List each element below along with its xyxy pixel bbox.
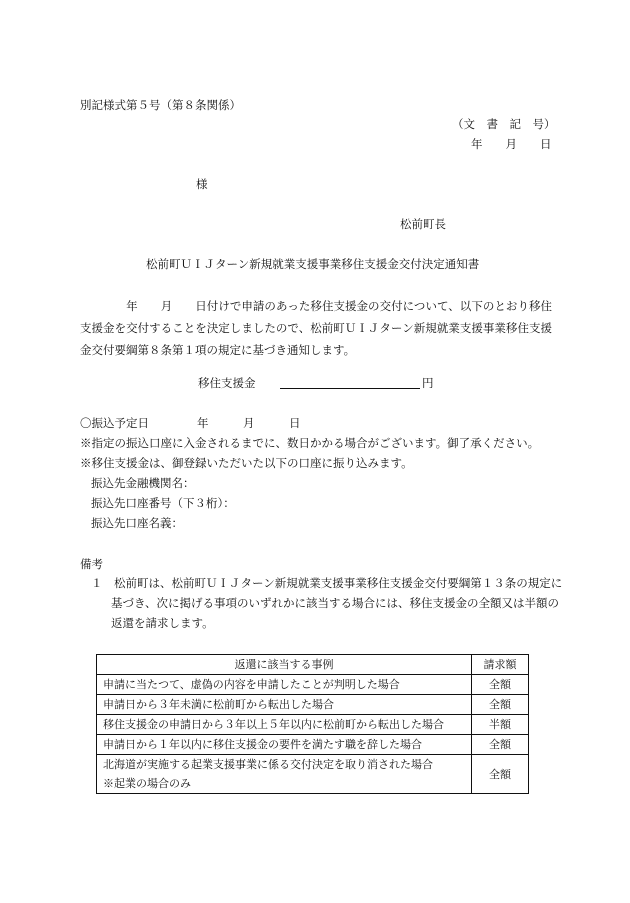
transfer-date-fields: 年 月 日 (197, 416, 301, 430)
amount-label: 移住支援金 (198, 376, 256, 390)
row-case: 移住支援金の申請日から３年以上５年以内に松前町から転出した場合 (97, 715, 472, 735)
transfer-note-2: ※移住支援金は、御登録いただいた以下の口座に振り込みます。 (80, 456, 413, 470)
transfer-date-label: 〇振込予定日 (80, 416, 149, 430)
table-row (97, 755, 529, 794)
refund-table (96, 654, 529, 794)
amount-blank (280, 376, 420, 389)
row-amount: 全額 (472, 755, 529, 794)
table-row (97, 735, 529, 755)
document-title: 松前町ＵＩＪターン新規就業支援事業移住支援金交付決定通知書 (146, 257, 480, 271)
row-amount: 全額 (472, 695, 529, 715)
remarks-item-1: １ 松前町は、松前町ＵＩＪターン新規就業支援事業移住支援金交付要綱第１３条の規定に基づき、次に掲げる事項のいずれかに該当する場合には、移住支援金の全額又は半額の返還を請求します。 (91, 576, 563, 630)
row-amount: 全額 (472, 675, 529, 695)
remarks-heading: 備考 (80, 557, 103, 571)
row-case-text: 北海道が実施する起業支援事業に係る交付決定を取り消された場合 (103, 758, 433, 771)
date-line: 年 月 日 (471, 137, 552, 151)
addressee-suffix: 様 (196, 177, 208, 191)
body-paragraph: 年 月 日付けで申請のあった移住支援金の交付について、以下のとおり移住支援金を交付することを決定しましたので、松前町ＵＩＪターン新規就業支援事業移住支援金交付要綱第８条第１項の規定に基づき通知します。 (80, 299, 552, 357)
form-header: 別記様式第５号（第８条関係） (80, 98, 241, 112)
account-number-label: 振込先口座番号（下３桁）： (91, 496, 235, 510)
row-case: 申請日から１年以内に移住支援金の要件を満たす職を辞した場合 (97, 735, 472, 755)
row-case-note: ※起業の場合のみ (103, 777, 191, 790)
amount-unit: 円 (422, 376, 434, 390)
row-case: 申請に当たつて、虚偽の内容を申請したことが判明した場合 (97, 675, 472, 695)
row-case (97, 755, 472, 794)
row-case: 申請日から３年未満に松前町から転出した場合 (97, 695, 472, 715)
account-holder-label: 振込先口座名義： (91, 516, 183, 530)
sender-name: 松前町長 (400, 217, 446, 231)
table-row (97, 715, 529, 735)
row-amount: 半額 (472, 715, 529, 735)
header-case: 返還に該当する事例 (97, 655, 472, 675)
table-row (97, 675, 529, 695)
bank-name-label: 振込先金融機関名： (91, 476, 195, 490)
table-row (97, 695, 529, 715)
transfer-note-1: ※指定の振込口座に入金されるまでに、数日かかる場合がございます。御了承ください。 (80, 436, 540, 450)
document-number: （文 書 記 号） (452, 117, 556, 131)
row-amount: 全額 (472, 735, 529, 755)
table-header-row (97, 655, 529, 675)
header-amount: 請求額 (472, 655, 529, 675)
amount-line (280, 376, 434, 392)
